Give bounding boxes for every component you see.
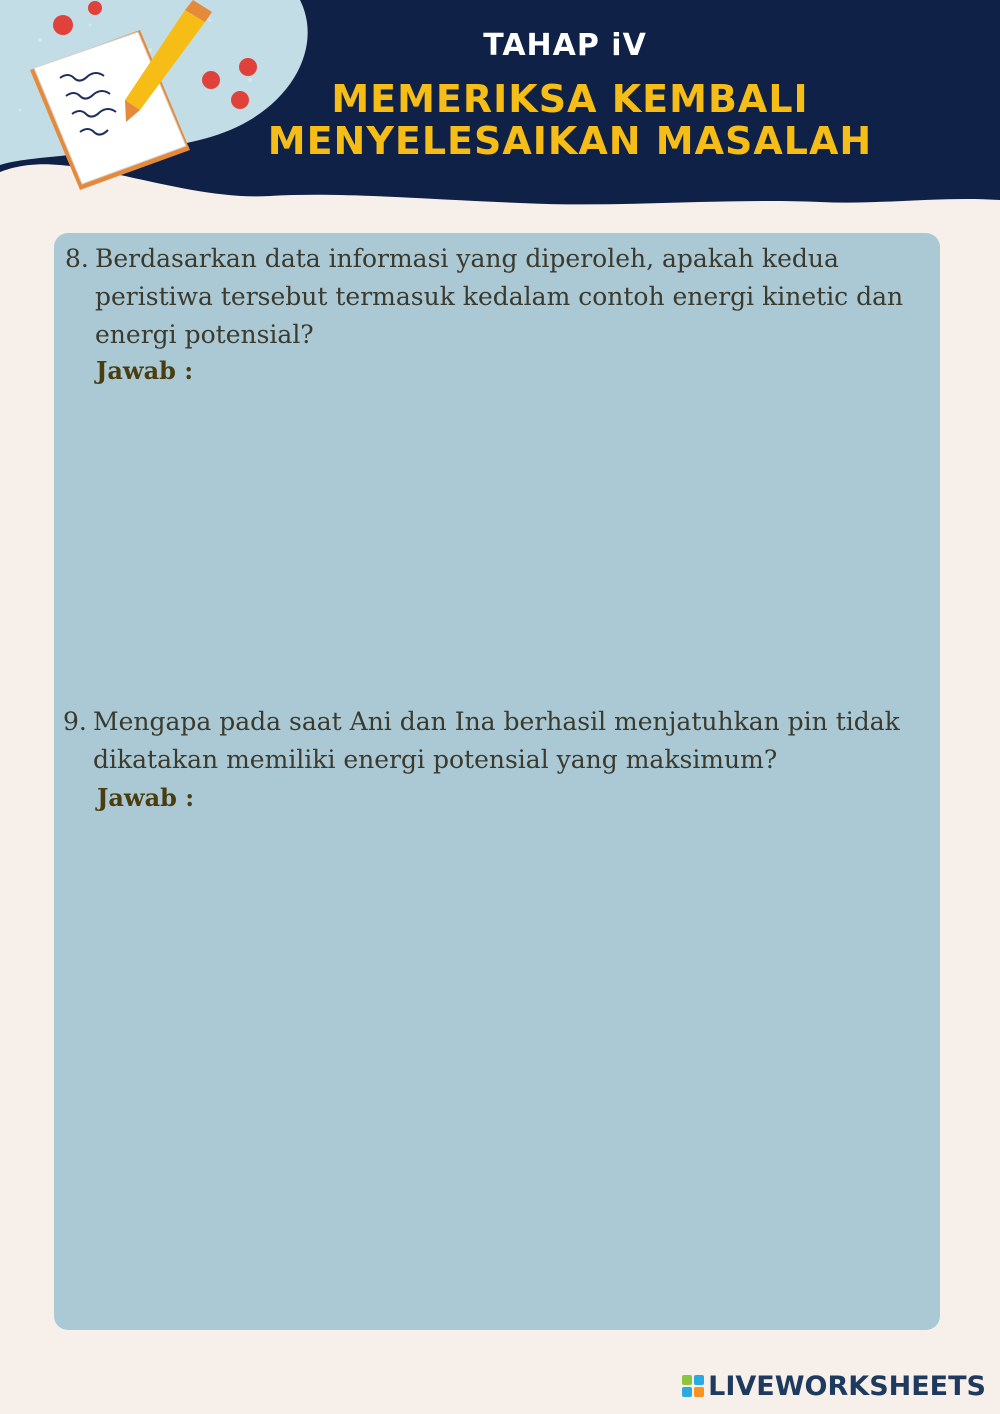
answer-label-8: Jawab : [96, 356, 194, 385]
question-text: Berdasarkan data informasi yang diperoleh, apakah kedua peristiwa tersebut termasuk kedalam contoh energi kinetic dan energi potensial? [95, 244, 904, 349]
question-9 [63, 703, 933, 779]
answer-panel [54, 233, 940, 1330]
liveworksheets-logo-icon [682, 1375, 704, 1397]
question-text: Mengapa pada saat Ani dan Ina berhasil menjatuhkan pin tidak dikatakan memiliki energi potensial yang maksimum? [93, 707, 900, 774]
question-8 [65, 240, 925, 354]
main-title-line-1: MEMERIKSA KEMBALI [331, 77, 809, 121]
main-title-line-2: MENYELESAIKAN MASALAH [267, 119, 873, 163]
answer-label-9: Jawab : [97, 783, 195, 812]
brand-name: LIVEWORKSHEETS [708, 1370, 986, 1402]
brand-watermark [682, 1366, 986, 1406]
stage-title: TAHAP iV [483, 28, 647, 63]
question-number: 9. [63, 707, 87, 736]
question-number: 8. [65, 244, 89, 273]
